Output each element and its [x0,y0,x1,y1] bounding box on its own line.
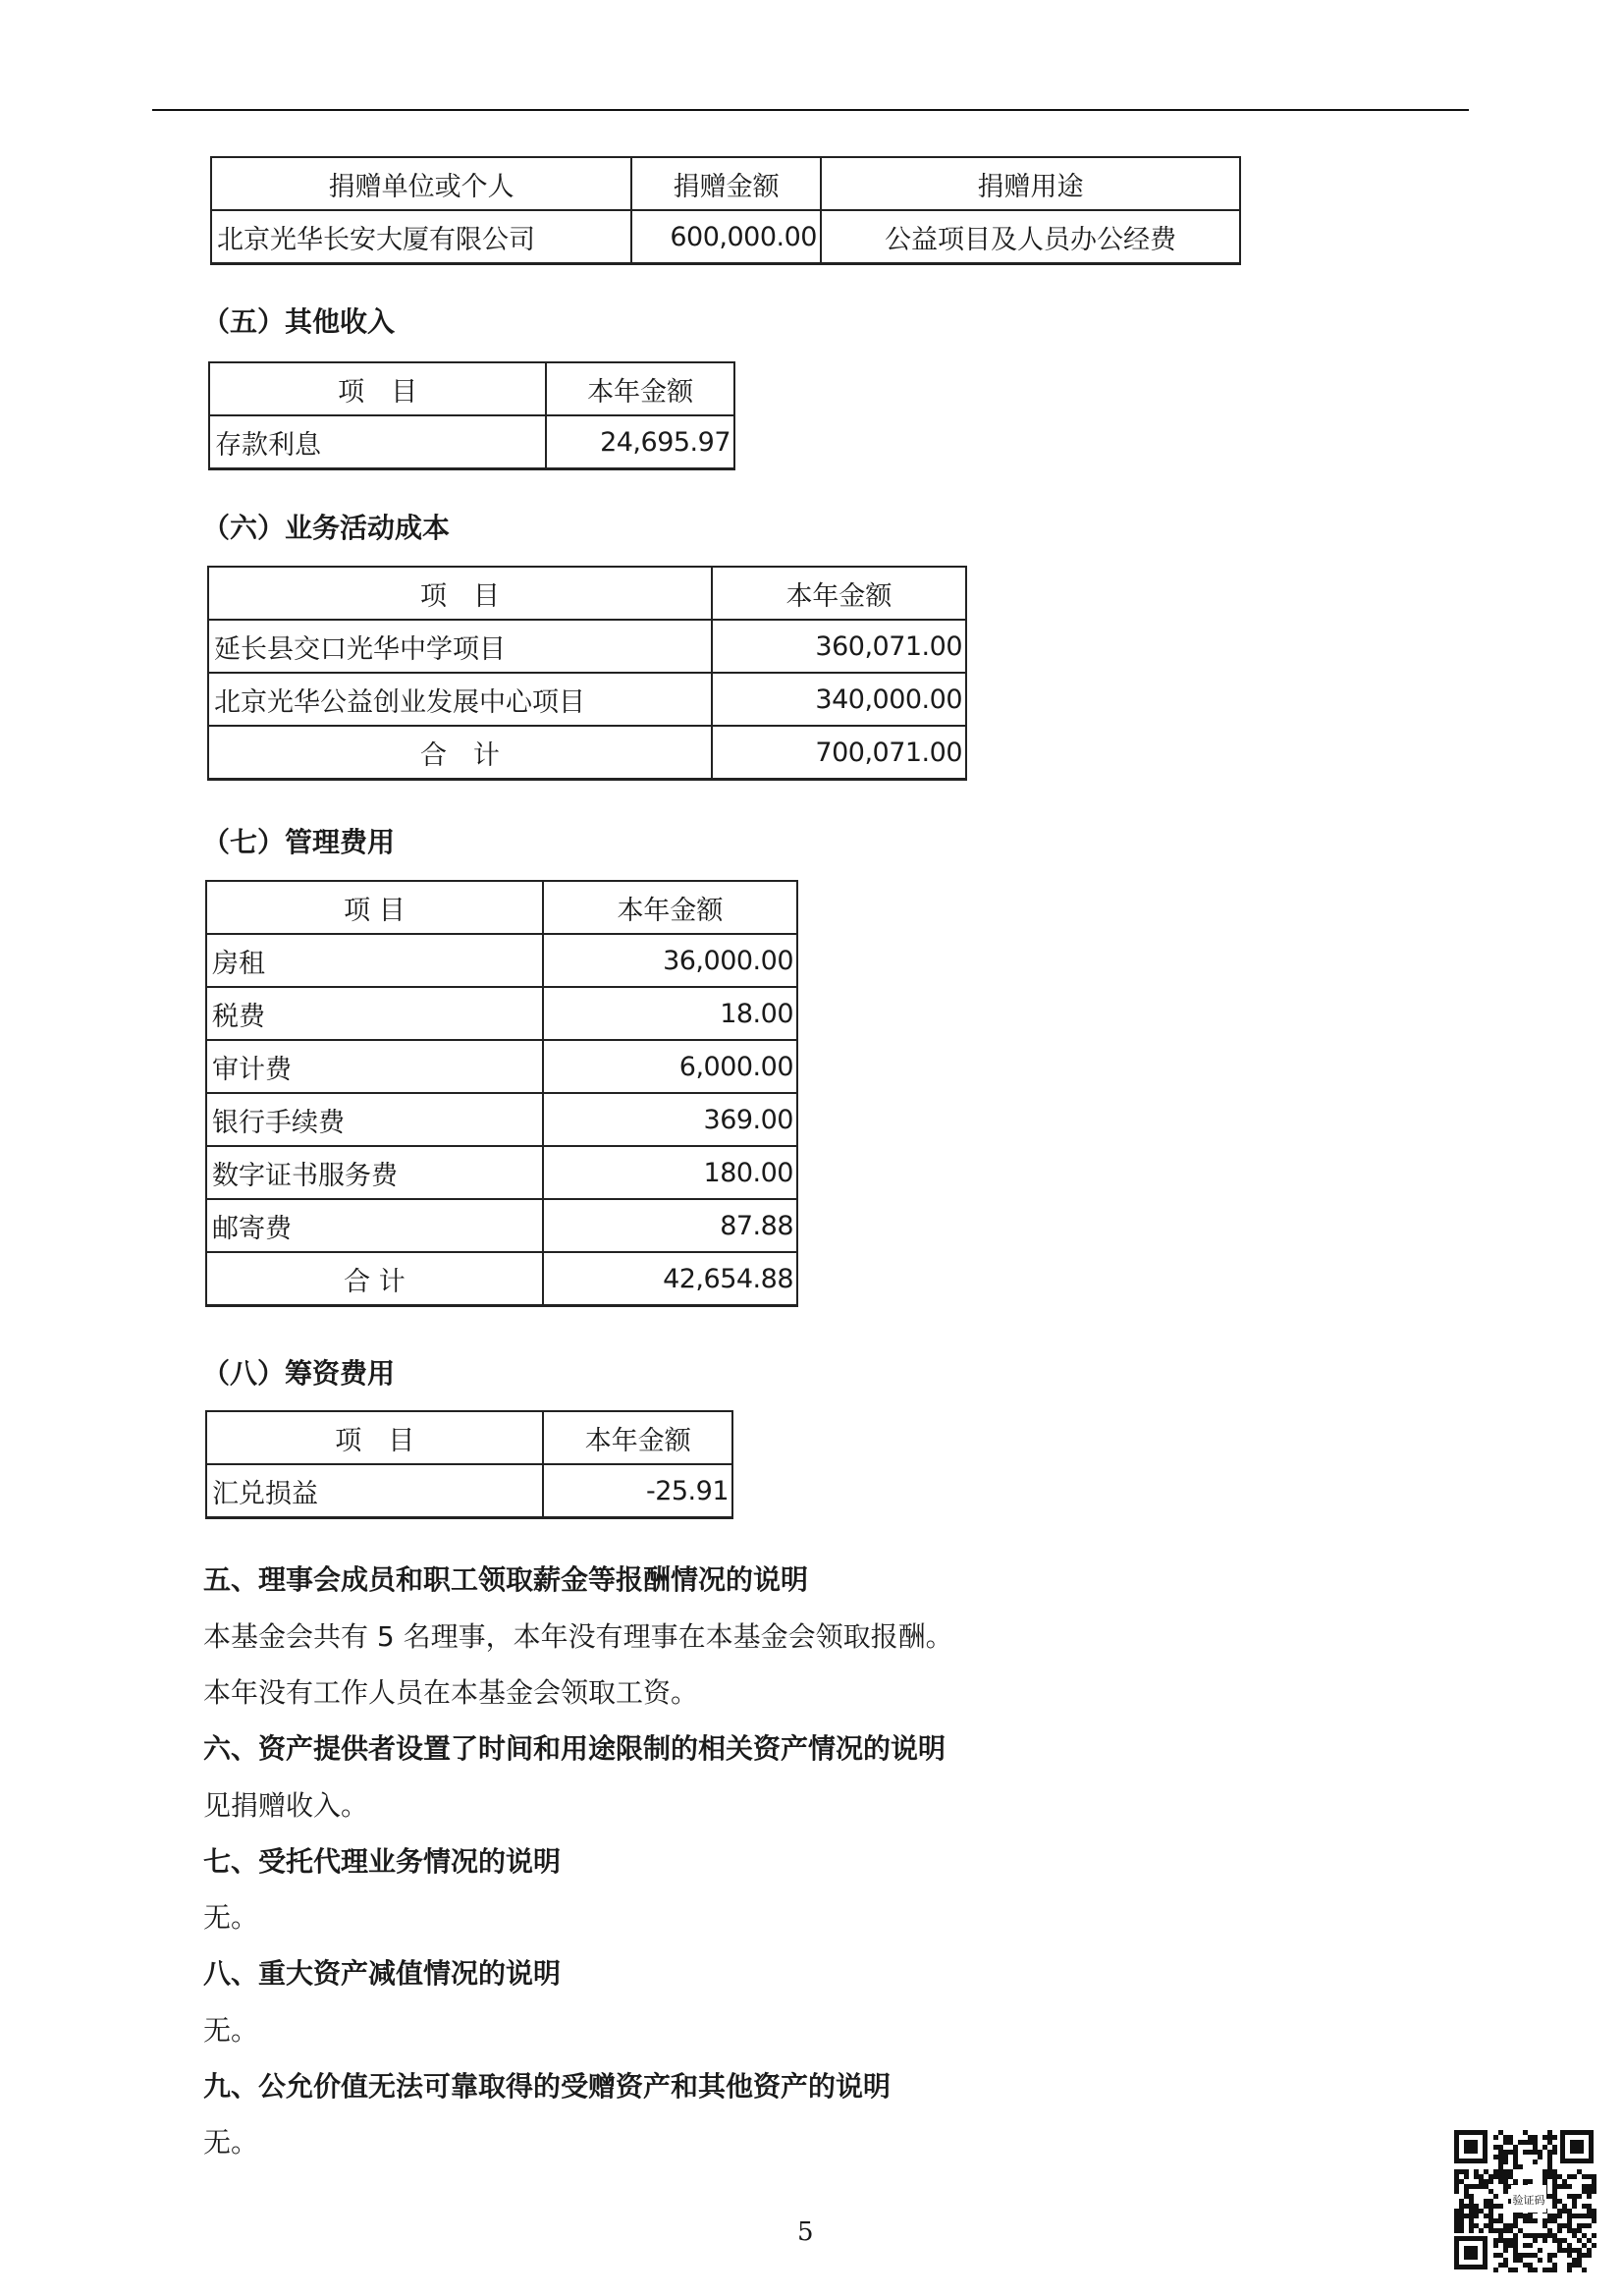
col-header: 捐赠单位或个人 [211,157,631,210]
item-cell: 汇兑损益 [206,1464,543,1518]
section-title-7: 七、受托代理业务情况的说明 [203,1845,562,1878]
page-number: 5 [797,2217,814,2247]
col-header: 项 目 [209,362,546,415]
paragraph: 无。 [203,2126,259,2159]
verification-qr-code [1450,2126,1597,2273]
amount-cell: -25.91 [543,1464,732,1518]
section-heading: （八）筹资费用 [202,1357,396,1390]
table-row [209,415,734,469]
purpose-cell: 公益项目及人员办公经费 [821,210,1240,264]
paragraph: 无。 [203,2014,259,2047]
col-header: 项 目 [206,1411,543,1464]
table-row [206,1040,797,1093]
header-rule [152,109,1469,111]
table-header-row [208,567,966,620]
amount-cell: 36,000.00 [543,934,797,987]
table-row [206,1199,797,1252]
section-title-6: 六、资产提供者设置了时间和用途限制的相关资产情况的说明 [203,1732,947,1765]
total-row [208,726,966,780]
total-value: 42,654.88 [543,1252,797,1306]
section-title-9: 九、公允价值无法可靠取得的受赠资产和其他资产的说明 [203,2070,892,2103]
item-cell: 北京光华公益创业发展中心项目 [208,673,712,726]
paragraph: 本年没有工作人员在本基金会领取工资。 [203,1676,699,1709]
amount-cell: 180.00 [543,1146,797,1199]
paragraph: 本基金会共有 5 名理事，本年没有理事在本基金会领取报酬。 [203,1620,953,1653]
section-title-5: 五、理事会成员和职工领取薪金等报酬情况的说明 [203,1563,809,1596]
item-cell: 银行手续费 [206,1093,543,1146]
table-row [206,987,797,1040]
col-header: 本年金额 [712,567,966,620]
table-header-row [211,157,1240,210]
amount-cell: 6,000.00 [543,1040,797,1093]
table-header-row [206,881,797,934]
amount-cell: 24,695.97 [546,415,734,469]
section-title-8: 八、重大资产减值情况的说明 [203,1957,562,1990]
item-cell: 数字证书服务费 [206,1146,543,1199]
table-row [206,1093,797,1146]
section-heading: （六）业务活动成本 [202,512,451,544]
col-header: 本年金额 [543,1411,732,1464]
business-cost-table [207,566,967,781]
table-header-row [209,362,734,415]
table-row [211,210,1240,264]
section-heading: （五）其他收入 [202,305,396,338]
total-label: 合 计 [206,1252,543,1306]
fundraising-cost-table [205,1410,733,1519]
amount-cell: 18.00 [543,987,797,1040]
item-cell: 延长县交口光华中学项目 [208,620,712,673]
other-income-table [208,361,735,470]
amount-cell: 87.88 [543,1199,797,1252]
table-row [206,1146,797,1199]
donor-cell: 北京光华长安大厦有限公司 [211,210,631,264]
table-row [208,620,966,673]
item-cell: 存款利息 [209,415,546,469]
total-label: 合 计 [208,726,712,780]
col-header: 项 目 [208,567,712,620]
col-header: 捐赠金额 [631,157,821,210]
item-cell: 邮寄费 [206,1199,543,1252]
table-row [206,934,797,987]
item-cell: 审计费 [206,1040,543,1093]
total-value: 700,071.00 [712,726,966,780]
item-cell: 房租 [206,934,543,987]
section-heading: （七）管理费用 [202,826,396,858]
table-row [208,673,966,726]
col-header: 本年金额 [543,881,797,934]
admin-cost-table [205,880,798,1307]
amount-cell: 360,071.00 [712,620,966,673]
item-cell: 税费 [206,987,543,1040]
col-header: 捐赠用途 [821,157,1240,210]
col-header: 本年金额 [546,362,734,415]
col-header: 项 目 [206,881,543,934]
table-row [206,1464,732,1518]
amount-cell: 369.00 [543,1093,797,1146]
amount-cell: 600,000.00 [631,210,821,264]
total-row [206,1252,797,1306]
paragraph: 无。 [203,1901,259,1934]
table-header-row [206,1411,732,1464]
qr-label: 验证码 [1512,2194,1545,2207]
donation-table [210,156,1241,265]
amount-cell: 340,000.00 [712,673,966,726]
paragraph: 见捐赠收入。 [203,1789,369,1822]
